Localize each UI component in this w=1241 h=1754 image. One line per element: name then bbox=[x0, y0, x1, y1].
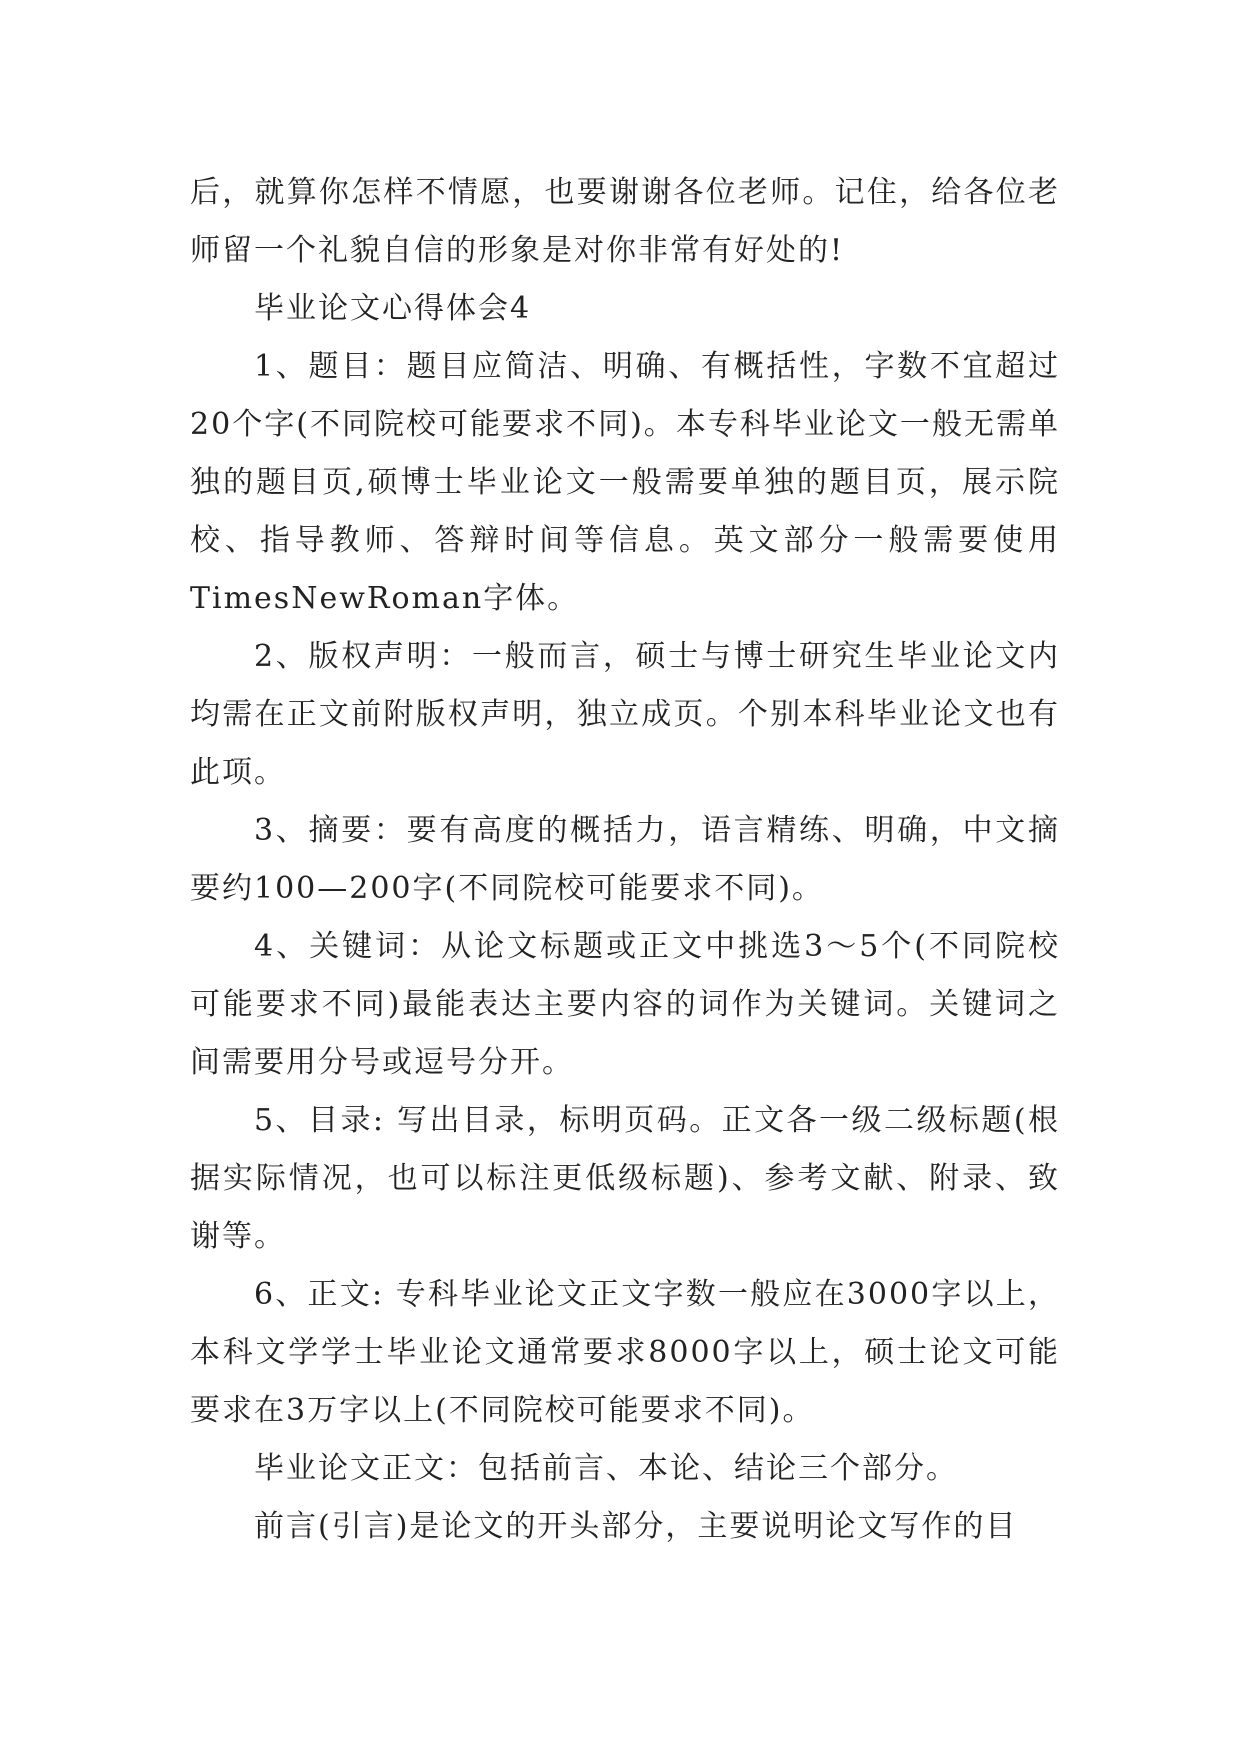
paragraph-toc-item: 5、目录: 写出目录，标明页码。正文各一级二级标题(根据实际情况，也可以标注更低级标题)、参考文献、附录、致谢等。 bbox=[190, 1103, 1060, 1254]
paragraph-title-item: 1、题目：题目应简洁、明确、有概括性，字数不宜超过20个字(不同院校可能要求不同)。本专科毕业论文一般无需单独的题目页,硕博士毕业论文一般需要单独的题目页，展示院校、指导教师、答辩时间等信息。英文部分一般需要使用TimesNewRoman字体。 bbox=[190, 349, 1060, 616]
section-heading: 毕业论文心得体会4 bbox=[254, 291, 532, 326]
paragraph-copyright-item: 2、版权声明：一般而言，硕士与博士研究生毕业论文内均需在正文前附版权声明，独立成页。个别本科毕业论文也有此项。 bbox=[190, 639, 1060, 790]
paragraph-preface: 前言(引言)是论文的开头部分，主要说明论文写作的目 bbox=[254, 1509, 1018, 1544]
document-body bbox=[190, 164, 1060, 1556]
paragraph-keywords-item: 4、关键词：从论文标题或正文中挑选3～5个(不同院校可能要求不同)最能表达主要内容的词作为关键词。关键词之间需要用分号或逗号分开。 bbox=[190, 929, 1060, 1080]
paragraph-abstract-item: 3、摘要：要有高度的概括力，语言精练、明确，中文摘要约100—200字(不同院校可能要求不同)。 bbox=[190, 813, 1060, 906]
paragraph-continuation: 后，就算你怎样不情愿，也要谢谢各位老师。记住，给各位老师留一个礼貌自信的形象是对你非常有好处的! bbox=[190, 175, 1060, 268]
paragraph-body-structure: 毕业论文正文：包括前言、本论、结论三个部分。 bbox=[254, 1451, 958, 1486]
paragraph-body-item: 6、正文: 专科毕业论文正文字数一般应在3000字以上，本科文学学士毕业论文通常要求8000字以上，硕士论文可能要求在3万字以上(不同院校可能要求不同)。 bbox=[190, 1277, 1060, 1428]
